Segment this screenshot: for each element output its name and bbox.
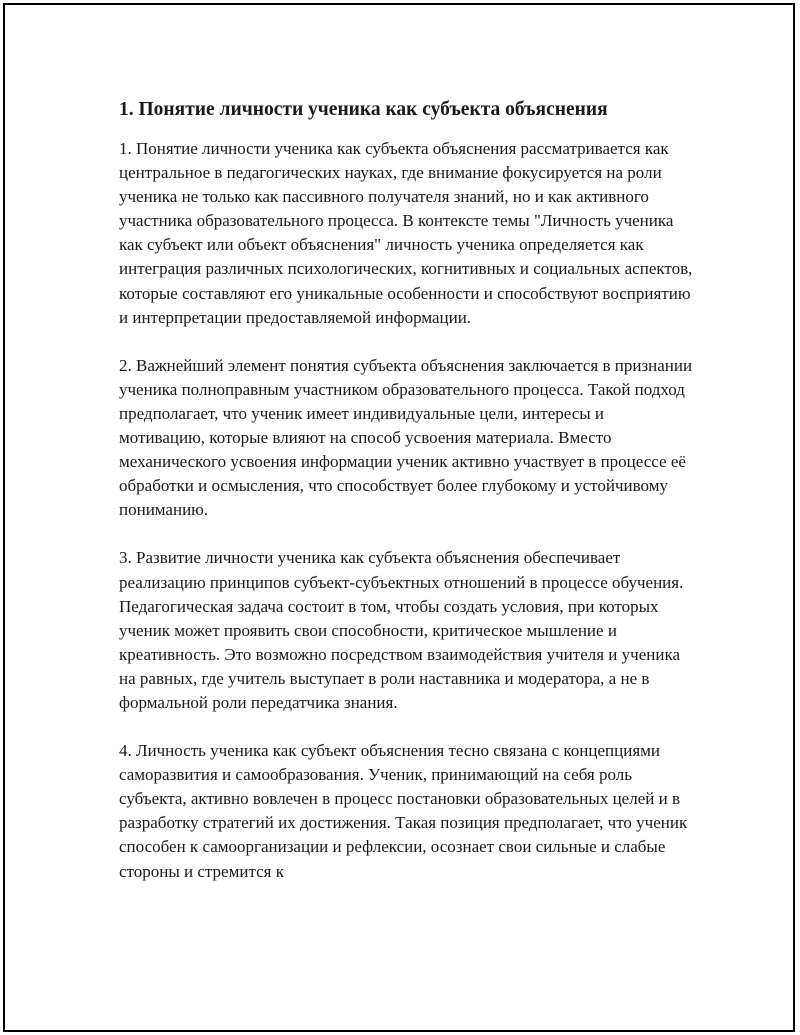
paragraph-2: 2. Важнейший элемент понятия субъекта объяснения заключается в признании ученика полноправным участником образовательного процесса. Такой подход предполагает, что ученик имеет индивидуальные цели, интересы и мотивацию, которые влияют на способ усвоения материала. Вместо механического усвоения информации ученик активно участвует в процессе её обработки и осмысления, что способствует более глубокому и устойчивому пониманию. [119,355,693,520]
paragraph-1: 1. Понятие личности ученика как субъекта объяснения рассматривается как центральное в педагогических науках, где внимание фокусируется на роли ученика не только как пассивного получателя знаний, но и как активного участника образовательного процесса. В контексте темы "Личность ученика как субъект или объект объяснения" личность ученика определяется как интеграция различных психологических, когнитивных и социальных аспектов, которые составляют его уникальные особенности и способствуют восприятию и интерпретации предоставляемой информации. [119,139,693,327]
paragraph-3: 3. Развитие личности ученика как субъекта объяснения обеспечивает реализацию принципов субъект-субъектных отношений в процессе обучения. Педагогическая задача состоит в том, чтобы создать условия, при которых ученик может проявить свои способности, критическое мышление и креативность. Это возможно посредством взаимодействия учителя и ученика на равных, где учитель выступает в роли наставника и модератора, а не в формальной роли передатчика знания. [119,548,684,712]
paragraph-4: 4. Личность ученика как субъект объяснения тесно связана с концепциями саморазвития и самообразования. Ученик, принимающий на себя роль субъекта, активно вовлечен в процесс постановки образовательных целей и в разработку стратегий их достижения. Такая позиция предполагает, что ученик способен к самоорганизации и рефлексии, осознает свои сильные и слабые стороны и стремится к [119,741,688,881]
page-frame [3,3,795,1032]
section-heading: 1. Понятие личности ученика как субъекта объяснения [119,99,608,120]
document-body [119,97,694,908]
